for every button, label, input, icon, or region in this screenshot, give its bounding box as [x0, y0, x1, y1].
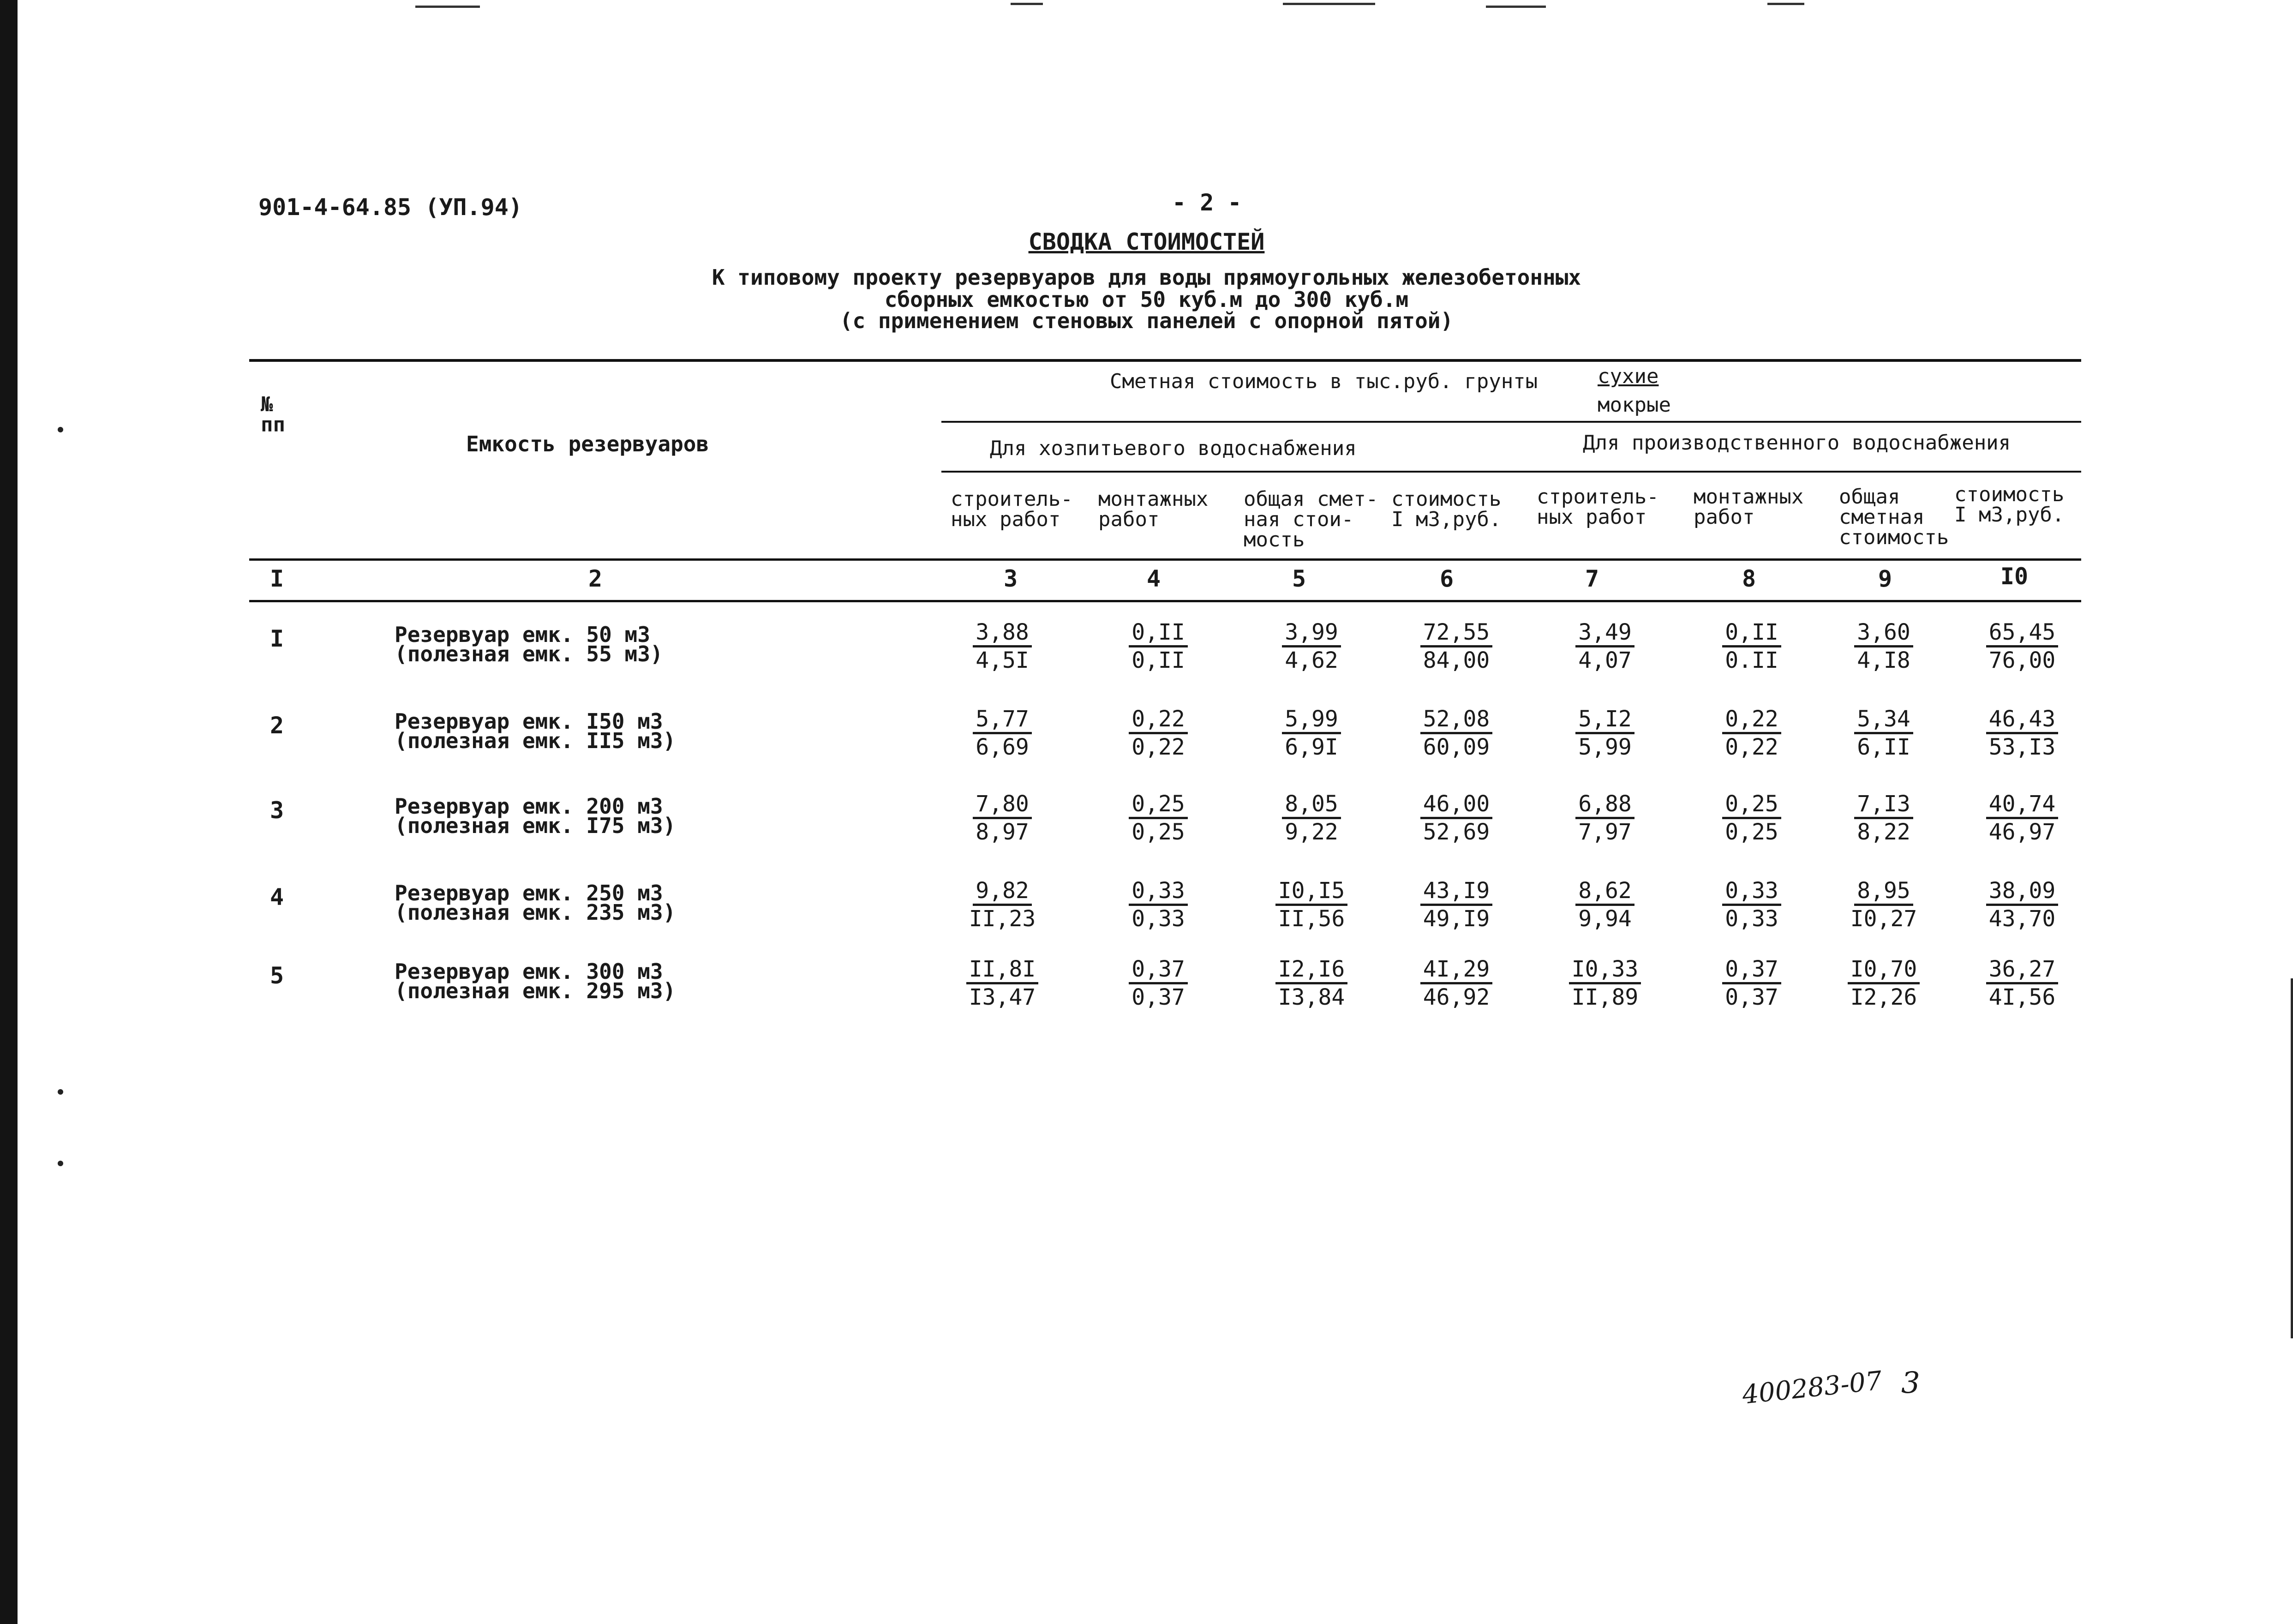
cost-dry: 40,74	[1986, 791, 2059, 819]
cost-dry: 5,99	[1282, 706, 1341, 734]
cost-cell	[938, 878, 1067, 932]
soil-dry-label: сухие	[1598, 365, 1659, 388]
cost-cell	[1094, 878, 1223, 932]
cost-cell	[1687, 619, 1816, 673]
cost-cell	[938, 791, 1067, 845]
scan-mark	[1486, 6, 1546, 8]
cost-cell	[1819, 619, 1948, 673]
cost-cell	[1247, 791, 1376, 845]
cost-cell	[1540, 706, 1670, 760]
subtitle-line: (с применением стеновых панелей с опорной пятой)	[839, 308, 1454, 333]
cost-dry: 0,25	[1722, 791, 1781, 819]
cost-dry: 5,34	[1854, 706, 1913, 734]
cost-wet: II,56	[1278, 906, 1345, 932]
cost-wet: 76,00	[1988, 647, 2056, 673]
cost-wet: 4,07	[1578, 647, 1632, 673]
cost-dry: 7,I3	[1854, 791, 1913, 819]
subcolumn-header: строитель- ных работ	[1537, 485, 1659, 529]
cost-cell	[1392, 706, 1521, 760]
cost-cell	[1687, 791, 1816, 845]
reservoir-capacity: Резервуар емк. 50 м3	[395, 622, 650, 647]
subcolumn-header: монтажных работ	[1098, 487, 1209, 531]
cost-dry: 8,95	[1854, 878, 1913, 906]
handwritten-sheet-number: 3	[1901, 1366, 1920, 1400]
cost-wet: 0,33	[1132, 906, 1185, 932]
cost-cell	[1392, 791, 1521, 845]
subcolumn-header: стоимость I м3,руб.	[1954, 483, 2065, 527]
cost-dry: 0,22	[1129, 706, 1188, 734]
subcolumn-header: стоимость I м3,руб.	[1391, 487, 1502, 531]
cost-wet: 0,22	[1132, 734, 1185, 760]
cost-cell	[1958, 878, 2087, 932]
cost-dry: 3,88	[973, 619, 1032, 647]
cost-wet: I3,84	[1278, 984, 1345, 1010]
cost-wet: 0,II	[1132, 647, 1185, 673]
cost-dry: 7,80	[973, 791, 1032, 819]
cost-dry: I0,I5	[1275, 878, 1348, 906]
cost-wet: 9,94	[1578, 906, 1632, 932]
cost-dry: 0,II	[1722, 619, 1781, 647]
column-number: 7	[1585, 565, 1599, 592]
cost-cell	[1540, 956, 1670, 1010]
reservoir-useful-capacity: (полезная емк. II5 м3)	[395, 728, 676, 753]
subtitle-line: К типовому проекту резервуаров для воды прямоугольных железобетонных	[712, 265, 1581, 290]
reservoir-useful-capacity: (полезная емк. I75 м3)	[395, 813, 676, 838]
cost-wet: I2,26	[1850, 984, 1917, 1010]
cost-cell	[938, 956, 1067, 1010]
reservoir-capacity: Резервуар емк. 250 м3	[395, 881, 663, 905]
cost-wet: 0,37	[1725, 984, 1778, 1010]
cost-dry: 4I,29	[1420, 956, 1493, 984]
cost-cell	[1687, 706, 1816, 760]
cost-cell	[1247, 706, 1376, 760]
cost-wet: 0,22	[1725, 734, 1778, 760]
cost-dry: 8,05	[1282, 791, 1341, 819]
cost-cell	[1392, 956, 1521, 1010]
scan-mark	[1767, 3, 1804, 5]
cost-wet: 5,99	[1578, 734, 1632, 760]
cost-wet: 43,70	[1988, 906, 2056, 932]
cost-wet: II,23	[969, 906, 1036, 932]
cost-cell	[1819, 791, 1948, 845]
cost-cell	[1958, 956, 2087, 1010]
row-number: 5	[270, 962, 284, 989]
column-number: 2	[588, 565, 603, 592]
cost-wet: 4,I8	[1857, 647, 1910, 673]
group-domestic-header: Для хозпитьевого водоснабжения	[990, 437, 1357, 460]
cost-dry: 0,37	[1722, 956, 1781, 984]
cost-cell	[1094, 619, 1223, 673]
cost-cell	[1687, 878, 1816, 932]
column-number: 4	[1146, 565, 1161, 592]
cost-wet: 84,00	[1423, 647, 1490, 673]
cost-cell	[1958, 706, 2087, 760]
scan-dot	[58, 427, 63, 432]
cost-wet: 46,92	[1423, 984, 1490, 1010]
cost-cell	[1958, 619, 2087, 673]
cost-wet: I3,47	[969, 984, 1036, 1010]
cost-wet: 60,09	[1423, 734, 1490, 760]
scan-mark	[415, 6, 480, 8]
cost-dry: 5,I2	[1575, 706, 1634, 734]
column-number: I0	[2000, 563, 2029, 590]
column-number: 5	[1292, 565, 1306, 592]
cost-dry: I0,33	[1569, 956, 1641, 984]
cost-wet: 46,97	[1988, 819, 2056, 845]
row-number: 2	[270, 712, 284, 739]
cost-dry: 52,08	[1420, 706, 1493, 734]
group-rule	[941, 421, 2081, 423]
cost-cell	[1958, 791, 2087, 845]
cost-wet: 52,69	[1423, 819, 1490, 845]
cost-cell	[1819, 956, 1948, 1010]
subcolumn-rule	[941, 471, 2081, 473]
cost-dry: 3,99	[1282, 619, 1341, 647]
cost-wet: 7,97	[1578, 819, 1632, 845]
reservoir-capacity: Резервуар емк. 200 м3	[395, 794, 663, 819]
cost-dry: 3,60	[1854, 619, 1913, 647]
cost-cell	[938, 619, 1067, 673]
cost-wet: 6,69	[976, 734, 1029, 760]
reservoir-capacity: Резервуар емк. I50 м3	[395, 709, 663, 734]
cost-cell	[1247, 619, 1376, 673]
cost-dry: 46,00	[1420, 791, 1493, 819]
row-number: I	[270, 625, 284, 652]
cost-wet: I0,27	[1850, 906, 1917, 932]
cost-header: Сметная стоимость в тыс.руб. грунты	[1110, 370, 1538, 393]
subtitle-line: сборных емкостью от 50 куб.м до 300 куб.м	[884, 287, 1409, 312]
cost-dry: 0,II	[1129, 619, 1188, 647]
cost-dry: I0,70	[1848, 956, 1920, 984]
cost-wet: 4,5I	[976, 647, 1029, 673]
cost-cell	[1247, 878, 1376, 932]
cost-wet: 0,37	[1132, 984, 1185, 1010]
cost-dry: 0,37	[1129, 956, 1188, 984]
row-number: 4	[270, 884, 284, 911]
cost-wet: 8,97	[976, 819, 1029, 845]
cost-wet: 8,22	[1857, 819, 1910, 845]
cost-dry: 0,25	[1129, 791, 1188, 819]
scan-mark	[1283, 3, 1375, 5]
row-number-header: № пп	[261, 393, 285, 437]
cost-dry: 6,88	[1575, 791, 1634, 819]
cost-dry: I2,I6	[1275, 956, 1348, 984]
cost-wet: 0,33	[1725, 906, 1778, 932]
scan-dot	[58, 1089, 63, 1095]
scan-mark	[1011, 3, 1043, 5]
cost-dry: 43,I9	[1420, 878, 1493, 906]
cost-cell	[1540, 791, 1670, 845]
subcolumn-header: монтажных работ	[1694, 485, 1804, 529]
cost-wet: 0.II	[1725, 647, 1778, 673]
cost-dry: 9,82	[973, 878, 1032, 906]
cost-dry: 0,22	[1722, 706, 1781, 734]
cost-cell	[1540, 878, 1670, 932]
cost-cell	[1094, 956, 1223, 1010]
cost-cell	[1392, 878, 1521, 932]
cost-dry: II,8I	[966, 956, 1039, 984]
document-title: СВОДКА СТОИМОСТЕЙ	[1028, 228, 1265, 255]
cost-cell	[938, 706, 1067, 760]
column-number: 3	[1003, 565, 1018, 592]
row-number: 3	[270, 797, 284, 824]
cost-wet: II,89	[1571, 984, 1639, 1010]
reservoir-useful-capacity: (полезная емк. 235 м3)	[395, 900, 676, 925]
cost-cell	[1687, 956, 1816, 1010]
cost-wet: 53,I3	[1988, 734, 2056, 760]
cost-wet: 4I,56	[1988, 984, 2056, 1010]
column-number: 6	[1439, 565, 1454, 592]
cost-cell	[1094, 706, 1223, 760]
cost-cell	[1819, 878, 1948, 932]
cost-dry: 0,33	[1129, 878, 1188, 906]
cost-wet: 49,I9	[1423, 906, 1490, 932]
cost-cell	[1247, 956, 1376, 1010]
reservoir-useful-capacity: (полезная емк. 295 м3)	[395, 978, 676, 1003]
column-number: 8	[1742, 565, 1756, 592]
cost-wet: 4,62	[1285, 647, 1338, 673]
cost-wet: 6,II	[1857, 734, 1910, 760]
cost-wet: 6,9I	[1285, 734, 1338, 760]
group-industrial-header: Для производственного водоснабжения	[1583, 431, 2011, 455]
cost-dry: 38,09	[1986, 878, 2059, 906]
soil-wet-label: мокрые	[1598, 393, 1671, 417]
table-top-rule	[249, 359, 2081, 362]
cost-dry: 72,55	[1420, 619, 1493, 647]
column-number: I	[269, 565, 284, 592]
scan-dot	[58, 1161, 63, 1166]
handwritten-inventory-number: 400283-07	[1741, 1366, 1884, 1410]
column-number-rule	[249, 600, 2081, 602]
subcolumn-header: строитель- ных работ	[951, 487, 1073, 531]
subcolumn-header: общая смет- ная стои- мость	[1244, 487, 1378, 551]
cost-dry: 5,77	[973, 706, 1032, 734]
capacity-header: Емкость резервуаров	[466, 431, 709, 456]
cost-dry: 8,62	[1575, 878, 1634, 906]
cost-cell	[1094, 791, 1223, 845]
column-number: 9	[1878, 565, 1892, 592]
cost-wet: 0,25	[1132, 819, 1185, 845]
subcolumn-header: общая сметная стоимость	[1839, 485, 1949, 549]
header-bottom-rule	[249, 558, 2081, 561]
reservoir-capacity: Резервуар емк. 300 м3	[395, 959, 663, 984]
document-code: 901-4-64.85 (УП.94)	[258, 194, 522, 221]
scan-right-edge	[2291, 978, 2293, 1338]
cost-dry: 65,45	[1986, 619, 2059, 647]
cost-dry: 46,43	[1986, 706, 2059, 734]
cost-wet: 9,22	[1285, 819, 1338, 845]
cost-dry: 3,49	[1575, 619, 1634, 647]
cost-cell	[1540, 619, 1670, 673]
cost-cell	[1392, 619, 1521, 673]
page-number: - 2 -	[1172, 189, 1242, 216]
cost-cell	[1819, 706, 1948, 760]
cost-wet: 0,25	[1725, 819, 1778, 845]
cost-dry: 0,33	[1722, 878, 1781, 906]
cost-dry: 36,27	[1986, 956, 2059, 984]
reservoir-useful-capacity: (полезная емк. 55 м3)	[395, 641, 663, 666]
